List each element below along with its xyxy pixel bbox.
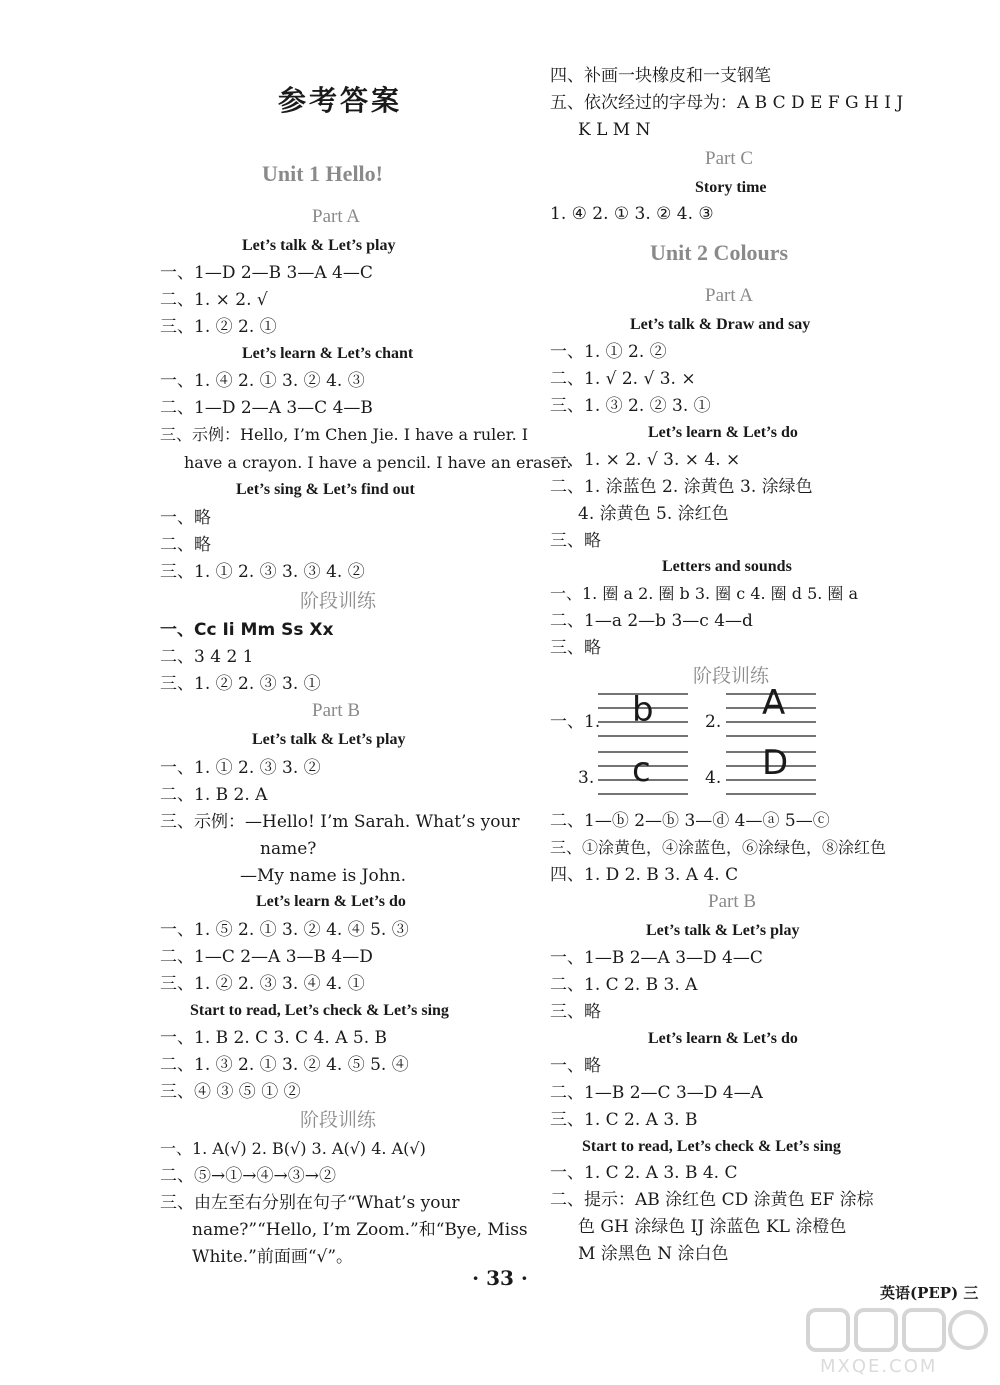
section-title: Letters and sounds (662, 558, 792, 575)
answer-line: 一、1. 圈 a 2. 圈 b 3. 圈 c 4. 圈 d 5. 圈 a (550, 584, 859, 603)
handwritten-letter: b (632, 690, 654, 730)
section-title: Story time (695, 179, 767, 196)
answer-line: 3. (578, 768, 595, 788)
answer-line: 一、略 (160, 508, 211, 528)
answer-line: 三、1. ② 2. ③ 3. ① (160, 674, 321, 694)
answer-line: 一、1. C 2. A 3. B 4. C (550, 1163, 738, 1183)
answer-line: 一、1. ④ 2. ① 3. ② 4. ③ (160, 371, 365, 391)
answer-line: 4. 涂黄色 5. 涂红色 (578, 504, 729, 524)
answer-line: 三、略 (550, 638, 601, 658)
answer-line: 二、1—B 2—C 3—D 4—A (550, 1083, 763, 1103)
answer-line: name? (260, 839, 317, 859)
answer-line: 五、依次经过的字母为：A B C D E F G H I J (550, 93, 904, 113)
page-number: · 33 · (472, 1266, 528, 1290)
answer-line: 三、1. ② 2. ③ 3. ④ 4. ① (160, 974, 365, 994)
answer-line: White.”前面画“√”。 (192, 1247, 354, 1267)
answer-line: have a crayon. I have a pencil. I have an eraser. (184, 453, 572, 472)
answer-line: 三、1. ③ 2. ② 3. ① (550, 396, 711, 416)
watermark-logo-icon (800, 1300, 990, 1356)
answer-line: 三、略 (550, 1002, 601, 1022)
answer-line: 色 GH 涂绿色 IJ 涂蓝色 KL 涂橙色 (578, 1217, 847, 1237)
section-title: Start to read, Let’s check & Let’s sing (190, 1002, 449, 1019)
section-title: Let’s talk & Let’s play (646, 922, 800, 939)
answer-line: 三、④ ③ ⑤ ① ② (160, 1082, 301, 1102)
answer-line: name?”“Hello, I’m Zoom.”和“Bye, Miss (192, 1220, 528, 1240)
handwritten-letter: D (762, 743, 789, 783)
answer-line: 1. ④ 2. ① 3. ② 4. ③ (550, 204, 714, 224)
answer-line: 二、1. ③ 2. ① 3. ② 4. ⑤ 5. ④ (160, 1055, 409, 1075)
stage-training-heading: 阶段训练 (300, 1109, 377, 1131)
section-title: Let’s sing & Let’s find out (236, 481, 415, 498)
answer-line: 一、1. × 2. √ 3. × 4. × (550, 450, 741, 470)
answer-line: 二、1. × 2. √ (160, 290, 268, 310)
answer-line: 二、1. 涂蓝色 2. 涂黄色 3. 涂绿色 (550, 477, 813, 497)
unit1-partA-heading: Part A (312, 206, 361, 227)
section-title: Let’s talk & Let’s play (252, 731, 406, 748)
answer-line: 三、1. C 2. A 3. B (550, 1110, 698, 1130)
unit1-partB-heading: Part B (312, 700, 361, 721)
answer-line: 三、由左至右分别在句子“What’s your (160, 1193, 460, 1213)
stage-training-heading: 阶段训练 (300, 590, 377, 612)
answer-line: 一、1—B 2—A 3—D 4—C (550, 948, 763, 968)
answer-line: K L M N (578, 120, 651, 140)
page-title: 参考答案 (278, 84, 403, 117)
answer-line: 三、①涂黄色，④涂蓝色，⑥涂绿色，⑧涂红色 (550, 838, 887, 857)
answer-line: 一、1—D 2—B 3—A 4—C (160, 263, 373, 283)
watermark-text: MXQE.COM (820, 1356, 938, 1377)
unit2-heading: Unit 2 Colours (650, 240, 789, 265)
section-title: Let’s learn & Let’s do (648, 424, 798, 441)
answer-line: 2. (705, 712, 722, 732)
answer-line: 一、1. A(√) 2. B(√) 3. A(√) 4. A(√) (160, 1139, 426, 1158)
unit1-heading: Unit 1 Hello! (262, 161, 383, 186)
answer-line: 4. (705, 768, 722, 788)
answer-line: 一、1. ① 2. ② (550, 342, 667, 362)
handwritten-letter: A (762, 683, 786, 723)
answer-line: 一、略 (550, 1056, 601, 1076)
answer-line: 二、⑤→①→④→③→② (160, 1166, 336, 1186)
answer-line: 二、提示：AB 涂红色 CD 涂黄色 EF 涂棕 (550, 1190, 874, 1210)
unit2-partB-heading: Part B (708, 891, 757, 912)
section-title: Let’s learn & Let’s chant (242, 345, 414, 362)
section-title: Start to read, Let’s check & Let’s sing (582, 1138, 841, 1155)
answer-line: 二、略 (160, 535, 211, 555)
answer-line: 二、1. √ 2. √ 3. × (550, 369, 696, 389)
answer-line: 二、1—C 2—A 3—B 4—D (160, 947, 373, 967)
answer-line: 四、补画一块橡皮和一支钢笔 (550, 66, 771, 86)
answer-line: M 涂黑色 N 涂白色 (578, 1244, 729, 1264)
answer-line: 一、1. (550, 712, 601, 732)
answer-line: 二、1—D 2—A 3—C 4—B (160, 398, 373, 418)
answer-line: 三、1. ② 2. ① (160, 317, 277, 337)
answer-line: 三、略 (550, 531, 601, 551)
section-title: Let’s talk & Draw and say (630, 316, 811, 333)
answer-line: 一、Cc Ii Mm Ss Xx (160, 620, 334, 640)
answer-line: 一、1. ⑤ 2. ① 3. ② 4. ④ 5. ③ (160, 920, 409, 940)
answer-line: 一、1. B 2. C 3. C 4. A 5. B (160, 1028, 388, 1048)
answer-line: 四、1. D 2. B 3. A 4. C (550, 865, 739, 885)
unit1-partC-heading: Part C (705, 148, 754, 169)
watermark (800, 1300, 990, 1380)
answer-line: 二、1. C 2. B 3. A (550, 975, 698, 995)
answer-line: 二、1—ⓑ 2—ⓑ 3—ⓓ 4—ⓐ 5—ⓒ (550, 811, 830, 831)
section-title: Let’s talk & Let’s play (242, 237, 396, 254)
unit2-partA-heading: Part A (705, 285, 754, 306)
answer-line: 二、1—a 2—b 3—c 4—d (550, 611, 753, 631)
subject-label: 英语(PEP) 三 (880, 1284, 979, 1302)
answer-line: —My name is John. (240, 866, 406, 886)
handwritten-letter: c (632, 750, 651, 790)
answer-line: 二、3 4 2 1 (160, 647, 254, 667)
section-title: Let’s learn & Let’s do (648, 1030, 798, 1047)
answer-line: 三、示例：Hello, I’m Chen Jie. I have a ruler. I (160, 425, 529, 444)
answer-line: 一、1. ① 2. ③ 3. ② (160, 758, 321, 778)
answer-line: 三、示例：—Hello! I’m Sarah. What’s your (160, 812, 520, 832)
answer-line: 二、1. B 2. A (160, 785, 268, 805)
section-title: Let’s learn & Let’s do (256, 893, 406, 910)
stage-training-heading: 阶段训练 (693, 665, 770, 687)
answer-line: 三、1. ① 2. ③ 3. ③ 4. ② (160, 562, 365, 582)
